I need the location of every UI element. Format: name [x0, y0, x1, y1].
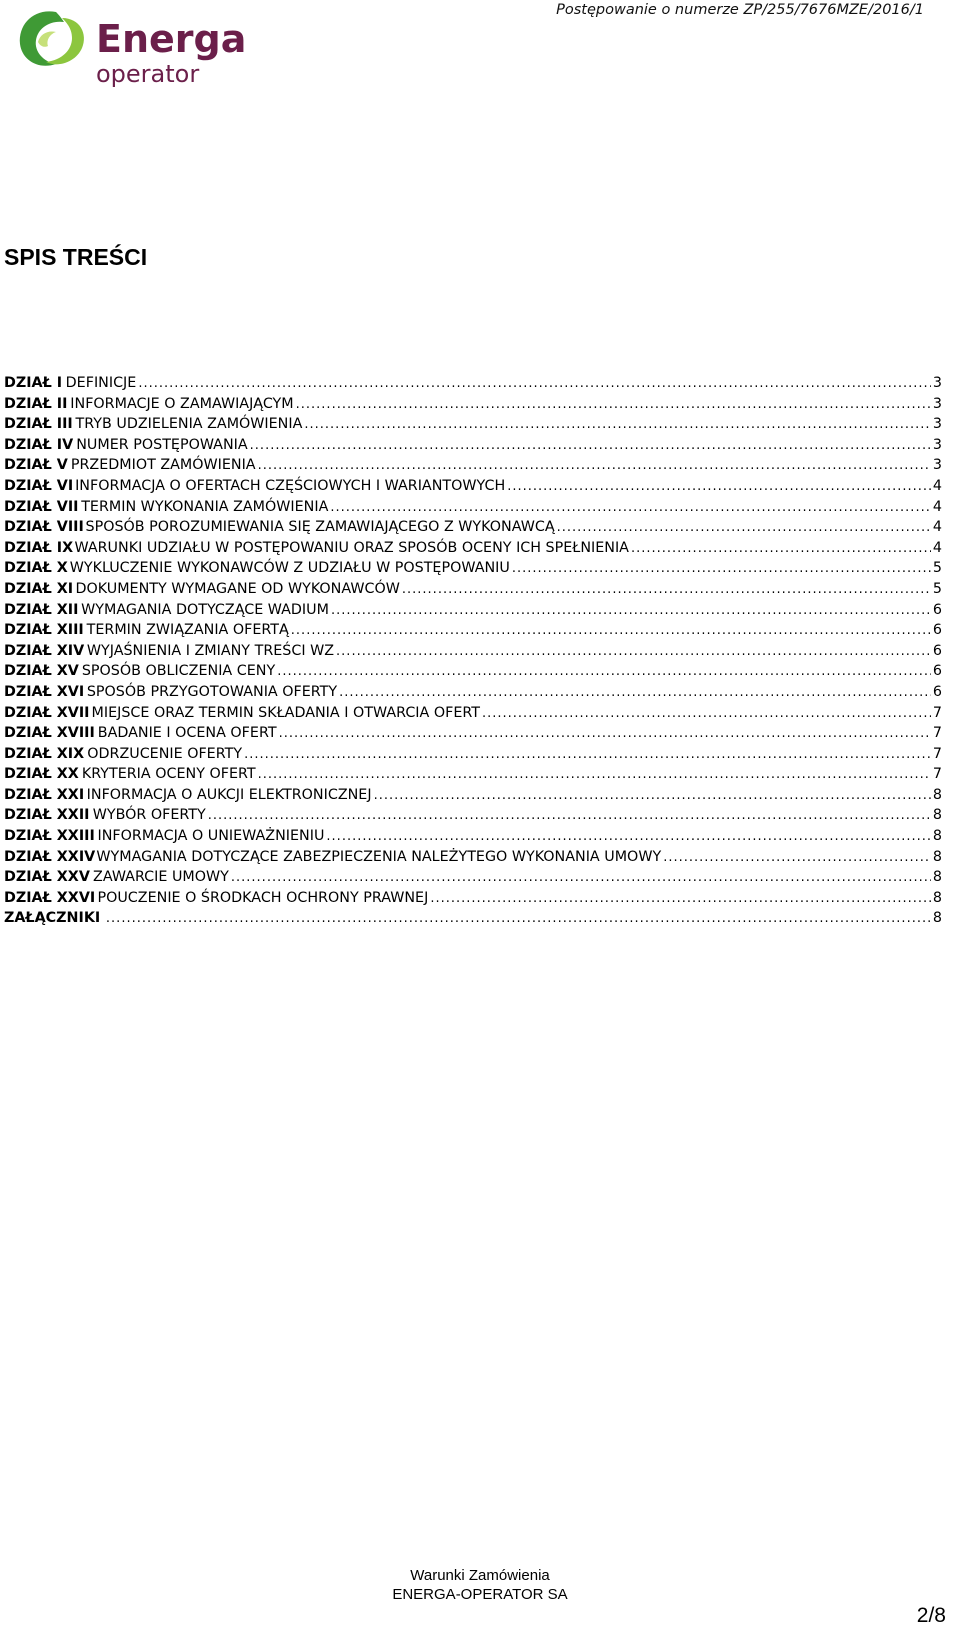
toc-entry[interactable]	[4, 455, 960, 476]
toc-entry-number: DZIAŁ XXII	[4, 807, 90, 824]
toc-entry-title: KRYTERIA OCENY OFERT	[81, 766, 256, 783]
toc-entry-number: DZIAŁ XVII	[4, 704, 90, 721]
logo-wordmark: Energa	[96, 17, 247, 61]
toc-entry-number: ZAŁĄCZNIKI	[4, 910, 101, 927]
energa-operator-logo	[16, 4, 276, 90]
toc-leader-dots	[512, 559, 931, 579]
toc-entry-number: DZIAŁ XXI	[4, 786, 85, 803]
toc-leader-dots	[250, 436, 931, 456]
toc-entry-number: DZIAŁ XXIV	[4, 848, 96, 865]
energa-swirl-icon	[20, 11, 84, 65]
toc-entry-title: TRYB UDZIELENIA ZAMÓWIENIA	[75, 416, 303, 433]
toc-entry[interactable]	[4, 805, 960, 826]
toc-entry-title: INFORMACJA O OFERTACH CZĘŚCIOWYCH I WARIANTOWYCH	[75, 477, 506, 494]
toc-entry-number: DZIAŁ XIX	[4, 745, 85, 762]
toc-entry-title: SPOSÓB PRZYGOTOWANIA OFERTY	[86, 683, 338, 700]
toc-entry-number: DZIAŁ XIV	[4, 642, 85, 659]
toc-entry[interactable]	[4, 641, 960, 662]
toc-entry-title: ZAWARCIE UMOWY	[93, 869, 229, 886]
toc-entry-title: SPOSÓB POROZUMIEWANIA SIĘ ZAMAWIAJĄCEGO Z WYKONAWCĄ	[85, 519, 555, 536]
toc-leader-dots	[138, 374, 931, 394]
toc-entry-page: 7	[932, 745, 942, 762]
toc-entry-page: 5	[932, 560, 942, 577]
toc-entry-number: DZIAŁ IX	[4, 539, 74, 556]
toc-entry-number: DZIAŁ III	[4, 416, 73, 433]
toc-entry-page: 3	[932, 436, 942, 453]
toc-entry-page: 8	[932, 786, 942, 803]
page-footer	[0, 1566, 960, 1604]
toc-leader-dots	[336, 642, 931, 662]
toc-leader-dots	[507, 477, 931, 497]
toc-entry-page: 6	[932, 642, 942, 659]
toc-entry-title: WYKLUCZENIE WYKONAWCÓW Z UDZIAŁU W POSTĘPOWANIU	[69, 560, 510, 577]
toc-entry[interactable]	[4, 826, 960, 847]
toc-leader-dots	[339, 683, 931, 703]
toc-entry[interactable]	[4, 847, 960, 868]
toc-entry[interactable]	[4, 908, 960, 929]
toc-leader-dots	[208, 806, 931, 826]
toc-entry-title: INFORMACJA O AUKCJI ELEKTRONICZNEJ	[86, 786, 372, 803]
toc-entry-number: DZIAŁ VIII	[4, 519, 84, 536]
toc-entry-page: 3	[932, 375, 942, 391]
footer-doc-title: Warunki Zamówienia	[410, 1567, 550, 1584]
toc-entry-title: ODRZUCENIE OFERTY	[87, 745, 243, 762]
toc-leader-dots	[304, 415, 931, 435]
toc-entry-page: 3	[932, 416, 942, 433]
toc-entry-number: DZIAŁ XII	[4, 601, 79, 618]
toc-entry[interactable]	[4, 764, 960, 785]
toc-entry[interactable]	[4, 414, 960, 435]
toc-leader-dots	[258, 456, 931, 476]
toc-entry-page: 6	[932, 663, 942, 680]
toc-leader-dots	[291, 621, 931, 641]
toc-entry-number: DZIAŁ XVI	[4, 683, 85, 700]
toc-entry[interactable]	[4, 600, 960, 621]
toc-entry-page: 7	[932, 766, 942, 783]
toc-entry-number: DZIAŁ XV	[4, 663, 79, 680]
toc-leader-dots	[277, 662, 931, 682]
toc-entry-number: DZIAŁ VI	[4, 477, 74, 494]
toc-entry[interactable]	[4, 785, 960, 806]
toc-entry-page: 5	[932, 580, 942, 597]
toc-entry-title: NUMER POSTĘPOWANIA	[76, 436, 248, 453]
footer-company: ENERGA-OPERATOR SA	[392, 1586, 568, 1603]
toc-entry-title: INFORMACJE O ZAMAWIAJĄCYM	[70, 395, 294, 412]
toc-entry[interactable]	[4, 476, 960, 497]
toc-entry-page: 8	[932, 828, 942, 845]
toc-entry-number: DZIAŁ XVIII	[4, 725, 95, 742]
toc-entry[interactable]	[4, 867, 960, 888]
toc-entry-title: DEFINICJE	[65, 375, 137, 391]
toc-entry-title: TERMIN ZWIĄZANIA OFERTĄ	[86, 622, 289, 639]
toc-entry-page: 4	[932, 477, 942, 494]
toc-entry-number: DZIAŁ V	[4, 457, 68, 474]
toc-entry[interactable]	[4, 682, 960, 703]
toc-entry-number: DZIAŁ XXIII	[4, 828, 95, 845]
toc-entry-title: WARUNKI UDZIAŁU W POSTĘPOWANIU ORAZ SPOSÓB OCENY ICH SPEŁNIENIA	[74, 539, 629, 556]
toc-entry[interactable]	[4, 723, 960, 744]
toc-entry[interactable]	[4, 558, 960, 579]
toc-entry-title: PRZEDMIOT ZAMÓWIENIA	[70, 457, 256, 474]
toc-entry-page: 6	[932, 601, 942, 618]
toc-entry-page: 6	[932, 683, 942, 700]
toc-entry-number: DZIAŁ VII	[4, 498, 79, 515]
toc-entry-title: TERMIN WYKONANIA ZAMÓWIENIA	[81, 498, 329, 515]
toc-entry[interactable]	[4, 579, 960, 600]
toc-entry[interactable]	[4, 373, 960, 394]
toc-leader-dots	[326, 827, 930, 847]
toc-entry-number: DZIAŁ XIII	[4, 622, 84, 639]
toc-entry-title: INFORMACJA O UNIEWAŻNIENIU	[97, 828, 325, 845]
toc-entry-number: DZIAŁ XXVI	[4, 889, 96, 906]
toc-leader-dots	[258, 765, 931, 785]
toc-leader-dots	[330, 498, 931, 518]
logo-subtitle: operator	[96, 60, 200, 88]
toc-entry-number: DZIAŁ II	[4, 395, 68, 412]
toc-entry-page: 4	[932, 519, 942, 536]
toc-leader-dots	[482, 704, 931, 724]
procedure-reference: Postępowanie o numerze ZP/255/7676MZE/2016/1	[556, 2, 924, 18]
toc-entry-page: 4	[932, 498, 942, 515]
toc-leader-dots	[663, 848, 931, 868]
toc-entry-number: DZIAŁ XX	[4, 766, 79, 783]
toc-leader-dots	[244, 745, 931, 765]
toc-entry[interactable]	[4, 888, 960, 909]
toc-entry[interactable]	[4, 538, 960, 559]
toc-entry-page: 8	[932, 807, 942, 824]
toc-leader-dots	[402, 580, 931, 600]
toc-leader-dots	[106, 909, 931, 929]
table-of-contents	[4, 373, 960, 929]
toc-entry[interactable]	[4, 435, 960, 456]
toc-entry-page: 3	[932, 457, 942, 474]
page-number: 2/8	[916, 1604, 946, 1627]
toc-entry-page: 8	[932, 910, 942, 927]
toc-entry-page: 6	[932, 622, 942, 639]
toc-entry-number: DZIAŁ XI	[4, 580, 74, 597]
toc-entry[interactable]	[4, 394, 960, 415]
toc-entry-number: DZIAŁ XXV	[4, 869, 90, 886]
toc-entry-page: 7	[932, 704, 942, 721]
toc-entry-page: 8	[932, 889, 942, 906]
toc-entry-page: 7	[932, 725, 942, 742]
toc-entry-title: POUCZENIE O ŚRODKACH OCHRONY PRAWNEJ	[97, 889, 429, 906]
toc-entry-number: DZIAŁ IV	[4, 436, 74, 453]
toc-leader-dots	[279, 724, 931, 744]
toc-entry-title: DOKUMENTY WYMAGANE OD WYKONAWCÓW	[75, 580, 400, 597]
toc-entry[interactable]	[4, 703, 960, 724]
toc-entry-page: 3	[932, 395, 942, 412]
toc-entry-number: DZIAŁ X	[4, 560, 68, 577]
toc-leader-dots	[296, 395, 931, 415]
toc-entry-page: 4	[932, 539, 942, 556]
toc-entry[interactable]	[4, 744, 960, 765]
toc-entry-title: MIEJSCE ORAZ TERMIN SKŁADANIA I OTWARCIA OFERT	[91, 704, 480, 721]
toc-entry-title: WYJAŚNIENIA I ZMIANY TREŚCI WZ	[86, 642, 335, 659]
toc-entry[interactable]	[4, 497, 960, 518]
toc-leader-dots	[631, 539, 931, 559]
toc-entry[interactable]	[4, 661, 960, 682]
toc-leader-dots	[231, 868, 931, 888]
toc-entry-title: WYMAGANIA DOTYCZĄCE ZABEZPIECZENIA NALEŻYTEGO WYKONANIA UMOWY	[96, 848, 662, 865]
toc-entry-title: SPOSÓB OBLICZENIA CENY	[81, 663, 276, 680]
toc-entry-page: 8	[932, 848, 942, 865]
toc-leader-dots	[331, 601, 931, 621]
toc-leader-dots	[374, 786, 931, 806]
toc-leader-dots	[430, 889, 931, 909]
toc-entry[interactable]	[4, 620, 960, 641]
toc-entry-title: BADANIE I OCENA OFERT	[97, 725, 277, 742]
toc-entry-title: WYBÓR OFERTY	[92, 807, 206, 824]
toc-leader-dots	[557, 518, 931, 538]
toc-entry-number: DZIAŁ I	[4, 375, 63, 391]
toc-entry[interactable]	[4, 517, 960, 538]
toc-entry-title: WYMAGANIA DOTYCZĄCE WADIUM	[81, 601, 329, 618]
toc-entry-page: 8	[932, 869, 942, 886]
toc-title: SPIS TREŚCI	[4, 244, 148, 270]
